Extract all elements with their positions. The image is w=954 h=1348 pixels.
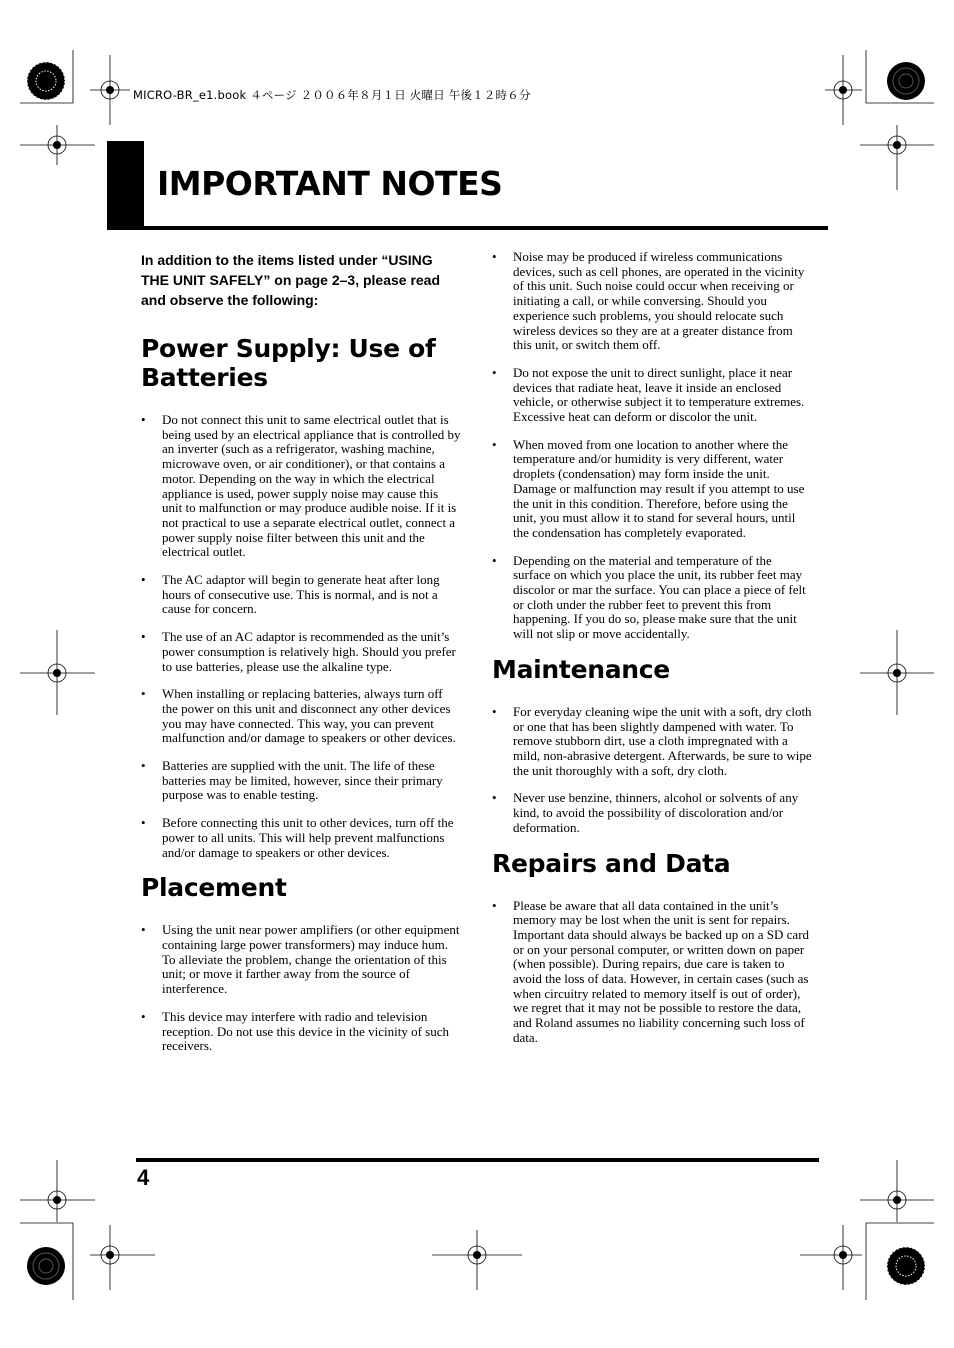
list-item: • When installing or replacing batteries, always turn off the power on this unit and disconnect any other devices you may have connected. This way, you can prevent malfunction and/or damage to speakers or other devices. <box>141 686 456 746</box>
bullet: • <box>141 758 146 774</box>
list-item: • Batteries are supplied with the unit. The life of these batteries may be limited, however, since their primary purpose was to enable testing. <box>141 758 443 803</box>
title-block-decoration <box>107 141 144 229</box>
right-column <box>492 250 812 1059</box>
intro-text: In addition to the items listed under “USING THE UNIT SAFELY” on page 2–3, please read and observe the following: <box>141 252 441 308</box>
bullet: • <box>492 790 497 806</box>
placement-list-continued <box>492 250 812 642</box>
power-supply-list <box>141 413 461 860</box>
print-header: MICRO-BR_e1.book ４ページ ２００６年８月１日 火曜日 午後１２時６分 <box>133 88 531 102</box>
bullet: • <box>492 897 497 913</box>
bullet: • <box>492 552 497 568</box>
bullet: • <box>492 249 497 264</box>
bullet: • <box>141 629 146 645</box>
bullet: • <box>492 436 497 452</box>
list-item: • Please be aware that all data contained in the unit’s memory may be lost when the unit is sent for repairs. Important data should always be backed up on a SD card or on your personal computer, or written down on paper (when possible). During repairs, due care is taken to avoid the loss of data. However, in certain cases (such as when circuitry related to memory itself is out of order), we regret that it may not be possible to restore the data, and Roland assumes no liability concerning such loss of data. <box>492 897 810 1045</box>
bullet: • <box>141 686 146 702</box>
repairs-list <box>492 899 812 1046</box>
page-title: IMPORTANT NOTES <box>157 164 503 203</box>
footer-rule <box>136 1158 819 1162</box>
list-item: • When moved from one location to another where the temperature and/or humidity is very different, water droplets (condensation) may form inside the unit. Damage or malfunction may result if you attempt to use the unit in this condition. Therefore, before using the unit, you must allow it to stand for several hours, until the condensation has completely evaporated. <box>492 436 805 540</box>
list-item: • Never use benzine, thinners, alcohol or solvents of any kind, to avoid the possibility of discoloration and/or deformation. <box>492 790 799 835</box>
list-item: • Do not connect this unit to same electrical outlet that is being used by an electrical appliance that is controlled by an inverter (such as a refrigerator, washing machine, microwave oven, or air conditioner), or that contains a motor. Depending on the way in which the electrical appliance is used, power supply noise may cause this unit to malfunction or may produce audible noise. If it is not practical to use a separate electrical outlet, connect a power supply noise filter between this unit and the electrical outlet. <box>141 412 461 560</box>
list-item: • Depending on the material and temperature of the surface on which you place the unit, its rubber feet may discolor or mar the surface. You can place a piece of felt or cloth under the rubber feet to prevent this from happening. If you do so, please make sure that the unit will not slip or move accidentally. <box>492 552 806 642</box>
bullet: • <box>141 572 146 588</box>
list-item: • The use of an AC adaptor is recommended as the unit’s power consumption is relatively high. Should you prefer to use batteries, please use the alkaline type. <box>141 629 456 674</box>
maintenance-list <box>492 705 812 836</box>
bullet: • <box>141 922 146 938</box>
section-heading-repairs: Repairs and Data <box>492 848 731 878</box>
section-heading-placement: Placement <box>141 873 287 903</box>
placement-list <box>141 923 461 1054</box>
bullet: • <box>492 364 497 380</box>
list-item: • Do not expose the unit to direct sunlight, place it near devices that radiate heat, leave it inside an enclosed vehicle, or otherwise subject it to temperature extremes. Excessive heat can deform or discolor the unit. <box>492 364 805 425</box>
list-item: • Using the unit near power amplifiers (or other equipment containing large power transformers) may induce hum. To alleviate the problem, change the orientation of this unit; or move it farther away from the source of interference. <box>141 922 460 997</box>
list-item: • This device may interfere with radio and television reception. Do not use this device in the vicinity of such receivers. <box>141 1008 450 1054</box>
bullet: • <box>141 1008 146 1024</box>
bullet: • <box>141 815 146 831</box>
list-item: • For everyday cleaning wipe the unit with a soft, dry cloth or one that has been slightly dampened with water. To remove stubborn dirt, use a cloth impregnated with a mild, non-abrasive detergent. Afterwards, be sure to wipe the unit thoroughly with a soft, dry cloth. <box>492 703 812 778</box>
title-rule <box>107 226 828 230</box>
bullet: • <box>492 703 497 719</box>
page-number: 4 <box>137 1165 150 1190</box>
bullet: • <box>141 412 146 427</box>
list-item: • The AC adaptor will begin to generate heat after long hours of consecutive use. This is normal, and is not a cause for concern. <box>141 572 440 617</box>
list-item: • Noise may be produced if wireless communications devices, such as cell phones, are operated in the vicinity of this unit. Such noise could occur when receiving or initiating a call, or while conversing. Should you experience such problems, you should relocate such wireless devices so they are at a greater distance from this unit, or switch them off. <box>492 249 805 353</box>
section-heading-power-supply: Power Supply: Use of Batteries <box>141 334 436 392</box>
left-column <box>141 250 461 1067</box>
section-heading-maintenance: Maintenance <box>492 654 670 684</box>
list-item: • Before connecting this unit to other devices, turn off the power to all units. This will help prevent malfunctions and/or damage to speakers or other devices. <box>141 815 454 860</box>
